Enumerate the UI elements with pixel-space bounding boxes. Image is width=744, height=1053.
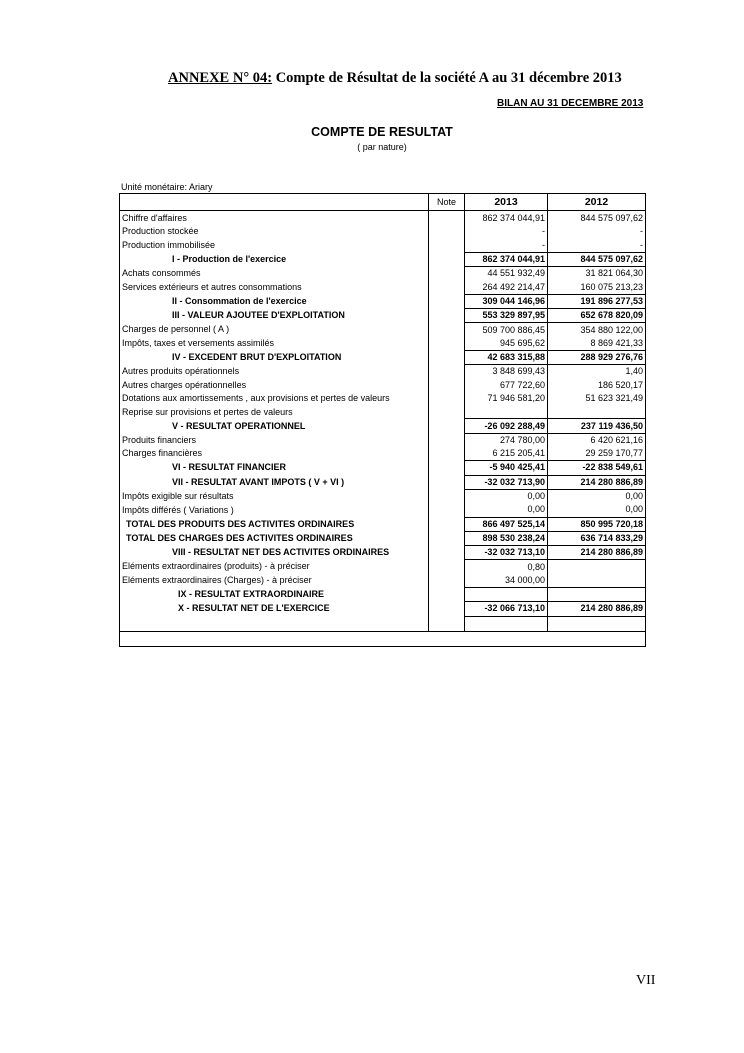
- row-value-2012: 237 119 436,50: [548, 419, 646, 433]
- row-label: Eléments extraordinaires (produits) - à préciser: [120, 560, 429, 574]
- row-note: [429, 433, 465, 447]
- row-label: X - RESULTAT NET DE L'EXERCICE: [120, 602, 429, 616]
- row-note: [429, 419, 465, 433]
- table-row: [120, 379, 646, 392]
- row-value-2013: -5 940 425,41: [465, 461, 548, 475]
- row-label: II - Consommation de l'exercice: [120, 294, 429, 308]
- row-note: [429, 588, 465, 602]
- row-note: [429, 392, 465, 405]
- row-value-2012: 850 995 720,18: [548, 517, 646, 531]
- row-value-2013: 0,80: [465, 560, 548, 574]
- row-value-2012: 51 623 321,49: [548, 392, 646, 405]
- table-body: [120, 211, 646, 647]
- row-label: Services extérieurs et autres consommations: [120, 280, 429, 294]
- row-note: [429, 280, 465, 294]
- row-value-2012: 160 075 213,23: [548, 280, 646, 294]
- row-label: VI - RESULTAT FINANCIER: [120, 461, 429, 475]
- row-label: Autres produits opérationnels: [120, 365, 429, 379]
- row-label: VII - RESULTAT AVANT IMPOTS ( V + VI ): [120, 475, 429, 489]
- row-value-2013: -32 066 713,10: [465, 602, 548, 616]
- row-value-2013: 862 374 044,91: [465, 211, 548, 226]
- table-row: [120, 239, 646, 253]
- row-note: [429, 447, 465, 461]
- row-value-2013: 3 848 699,43: [465, 365, 548, 379]
- table-row: [120, 531, 646, 545]
- table-row: [120, 405, 646, 419]
- row-label: Reprise sur provisions et pertes de valeurs: [120, 405, 429, 419]
- row-label: IX - RESULTAT EXTRAORDINAIRE: [120, 588, 429, 602]
- row-note: [429, 365, 465, 379]
- row-note: [429, 309, 465, 323]
- row-value-2012: 214 280 886,89: [548, 602, 646, 616]
- row-value-2012: [548, 574, 646, 588]
- table-row: [120, 546, 646, 560]
- row-value-2012: -: [548, 239, 646, 253]
- row-value-2012: 214 280 886,89: [548, 546, 646, 560]
- table-row: [120, 225, 646, 238]
- row-note: [429, 489, 465, 503]
- row-label: Autres charges opérationnelles: [120, 379, 429, 392]
- row-value-2012: 636 714 833,29: [548, 531, 646, 545]
- annex-heading: Compte de Résultat de la société A au 31 décembre 2013: [272, 70, 622, 86]
- table-row: [120, 461, 646, 475]
- row-note: [429, 267, 465, 281]
- row-value-2012: 191 896 277,53: [548, 294, 646, 308]
- header-note: Note: [429, 194, 465, 211]
- row-note: [429, 211, 465, 226]
- row-note: [429, 379, 465, 392]
- row-note: [429, 323, 465, 337]
- bilan-label: BILAN AU 31 DECEMBRE 2013: [497, 98, 644, 109]
- row-value-2013: 862 374 044,91: [465, 252, 548, 266]
- income-statement-table: [119, 193, 646, 647]
- row-value-2013: 898 530 238,24: [465, 531, 548, 545]
- row-value-2012: 29 259 170,77: [548, 447, 646, 461]
- table-row: [120, 447, 646, 461]
- table-footer-cell: [120, 631, 646, 646]
- table-blank-cell: [120, 616, 429, 631]
- row-value-2012: 0,00: [548, 503, 646, 517]
- row-label: Production immobilisée: [120, 239, 429, 253]
- row-label: IV - EXCEDENT BRUT D'EXPLOITATION: [120, 350, 429, 364]
- row-value-2012: 6 420 621,16: [548, 433, 646, 447]
- row-value-2013: 0,00: [465, 489, 548, 503]
- table-row: [120, 309, 646, 323]
- row-value-2013: 42 683 315,88: [465, 350, 548, 364]
- row-label: Produits financiers: [120, 433, 429, 447]
- row-value-2013: 677 722,60: [465, 379, 548, 392]
- row-value-2013: 866 497 525,14: [465, 517, 548, 531]
- row-label: Eléments extraordinaires (Charges) - à préciser: [120, 574, 429, 588]
- table-row: [120, 267, 646, 281]
- row-value-2012: -22 838 549,61: [548, 461, 646, 475]
- row-label: VIII - RESULTAT NET DES ACTIVITES ORDINAIRES: [120, 546, 429, 560]
- table-row: [120, 392, 646, 405]
- row-value-2012: 288 929 276,76: [548, 350, 646, 364]
- statement-subtitle: ( par nature): [357, 142, 407, 152]
- row-note: [429, 475, 465, 489]
- row-note: [429, 560, 465, 574]
- row-value-2012: [548, 560, 646, 574]
- row-value-2012: 8 869 421,33: [548, 337, 646, 351]
- row-label: Dotations aux amortissements , aux provisions et pertes de valeurs: [120, 392, 429, 405]
- row-value-2012: 0,00: [548, 489, 646, 503]
- row-label: Charges financières: [120, 447, 429, 461]
- row-note: [429, 405, 465, 419]
- header-2013: 2013: [465, 194, 548, 211]
- row-value-2012: -: [548, 225, 646, 238]
- row-label: Impôts exigible sur résultats: [120, 489, 429, 503]
- table-blank-row: [120, 616, 646, 631]
- row-note: [429, 531, 465, 545]
- row-note: [429, 503, 465, 517]
- table-row: [120, 503, 646, 517]
- row-value-2012: 354 880 122,00: [548, 323, 646, 337]
- table-row: [120, 602, 646, 616]
- page-number: VII: [636, 973, 656, 988]
- table-row: [120, 365, 646, 379]
- row-label: Impôts différés ( Variations ): [120, 503, 429, 517]
- row-label: I - Production de l'exercice: [120, 252, 429, 266]
- row-value-2013: -26 092 288,49: [465, 419, 548, 433]
- row-label: TOTAL DES PRODUITS DES ACTIVITES ORDINAIRES: [120, 517, 429, 531]
- table-row: [120, 560, 646, 574]
- row-label: V - RESULTAT OPERATIONNEL: [120, 419, 429, 433]
- row-value-2013: 553 329 897,95: [465, 309, 548, 323]
- row-label: Impôts, taxes et versements assimilés: [120, 337, 429, 351]
- row-value-2013: 34 000,00: [465, 574, 548, 588]
- table-row: [120, 574, 646, 588]
- row-label: III - VALEUR AJOUTEE D'EXPLOITATION: [120, 309, 429, 323]
- table-row: [120, 252, 646, 266]
- table-row: [120, 433, 646, 447]
- table-row: [120, 517, 646, 531]
- row-label: TOTAL DES CHARGES DES ACTIVITES ORDINAIRES: [120, 531, 429, 545]
- row-note: [429, 602, 465, 616]
- table-row: [120, 489, 646, 503]
- row-label: Charges de personnel ( A ): [120, 323, 429, 337]
- row-value-2013: 6 215 205,41: [465, 447, 548, 461]
- row-value-2013: 71 946 581,20: [465, 392, 548, 405]
- row-label: Achats consommés: [120, 267, 429, 281]
- table-blank-cell: [548, 616, 646, 631]
- row-value-2013: 945 695,62: [465, 337, 548, 351]
- row-note: [429, 294, 465, 308]
- row-value-2012: [548, 405, 646, 419]
- table-blank-cell: [465, 616, 548, 631]
- annex-label: ANNEXE N° 04:: [168, 70, 273, 86]
- row-value-2012: 844 575 097,62: [548, 252, 646, 266]
- row-value-2013: -32 032 713,90: [465, 475, 548, 489]
- row-note: [429, 461, 465, 475]
- row-label: Production stockée: [120, 225, 429, 238]
- row-note: [429, 239, 465, 253]
- row-value-2012: 844 575 097,62: [548, 211, 646, 226]
- row-value-2012: 1,40: [548, 365, 646, 379]
- currency-unit-label: Unité monétaire: Ariary: [121, 182, 213, 192]
- table-row: [120, 588, 646, 602]
- row-value-2013: 264 492 214,47: [465, 280, 548, 294]
- row-value-2013: [465, 588, 548, 602]
- row-note: [429, 337, 465, 351]
- table-row: [120, 323, 646, 337]
- row-note: [429, 252, 465, 266]
- header-2012: 2012: [548, 194, 646, 211]
- table-header-row: [120, 194, 646, 211]
- table-row: [120, 211, 646, 226]
- header-label: [120, 194, 429, 211]
- table-row: [120, 280, 646, 294]
- row-note: [429, 350, 465, 364]
- row-note: [429, 574, 465, 588]
- row-note: [429, 546, 465, 560]
- row-value-2013: -: [465, 225, 548, 238]
- row-label: Chiffre d'affaires: [120, 211, 429, 226]
- row-value-2012: 214 280 886,89: [548, 475, 646, 489]
- row-note: [429, 517, 465, 531]
- table-blank-cell: [429, 616, 465, 631]
- row-value-2012: 652 678 820,09: [548, 309, 646, 323]
- table-row: [120, 475, 646, 489]
- table-row: [120, 419, 646, 433]
- row-value-2013: 509 700 886,45: [465, 323, 548, 337]
- statement-title: COMPTE DE RESULTAT: [311, 125, 453, 139]
- table-row: [120, 294, 646, 308]
- row-value-2012: 31 821 064,30: [548, 267, 646, 281]
- row-value-2013: 0,00: [465, 503, 548, 517]
- row-value-2013: -32 032 713,10: [465, 546, 548, 560]
- row-value-2012: 186 520,17: [548, 379, 646, 392]
- table-row: [120, 337, 646, 351]
- row-value-2013: 309 044 146,96: [465, 294, 548, 308]
- row-value-2013: -: [465, 239, 548, 253]
- row-value-2013: [465, 405, 548, 419]
- row-note: [429, 225, 465, 238]
- row-value-2013: 44 551 932,49: [465, 267, 548, 281]
- table-footer-row: [120, 631, 646, 646]
- table-row: [120, 350, 646, 364]
- annex-title: [168, 70, 648, 87]
- row-value-2013: 274 780,00: [465, 433, 548, 447]
- row-value-2012: [548, 588, 646, 602]
